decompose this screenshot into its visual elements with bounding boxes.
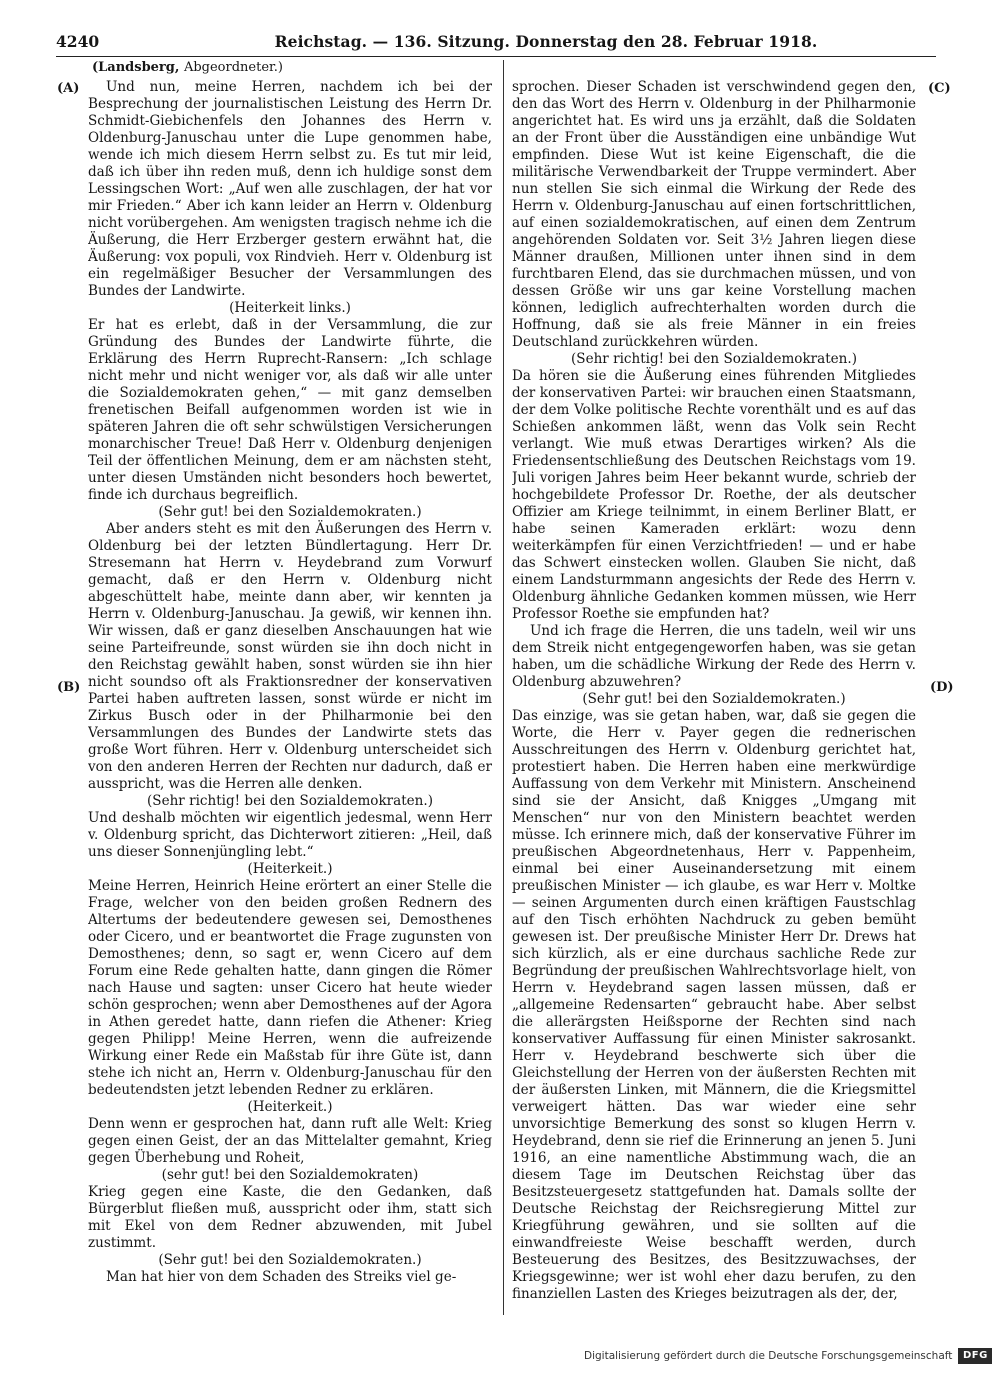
footer-credit: [584, 1345, 992, 1367]
left-paragraph: Und deshalb möchten wir eigentlich jedesmal, wenn Herr v. Oldenburg spricht, das Dichterwort zitieren: „Heil, daß uns dieser Sonnenjüngling lebt.“: [88, 810, 492, 860]
margin-marker-c: (C): [928, 81, 951, 96]
left-interjection: (Heiterkeit.): [247, 861, 333, 877]
speaker-line: [92, 60, 283, 75]
margin-marker-b: (B): [57, 680, 81, 695]
page-header: [56, 30, 936, 57]
text-column-right: [512, 79, 916, 1311]
right-interjection: (Sehr richtig! bei den Sozialdemokraten.): [571, 351, 857, 367]
left-interjection: (Sehr richtig! bei den Sozialdemokraten.): [147, 793, 433, 809]
margin-marker-a: (A): [57, 81, 80, 96]
footer-text: Digitalisierung gefördert durch die Deutsche Forschungsgemeinschaft: [584, 1350, 953, 1362]
left-interjection: (Sehr gut! bei den Sozialdemokraten.): [158, 504, 422, 520]
left-interjection: (Heiterkeit links.): [229, 300, 351, 316]
left-paragraph: Man hat hier von dem Schaden des Streiks viel ge-: [106, 1269, 457, 1285]
left-paragraph: Krieg gegen eine Kaste, die den Gedanken, daß Bürgerblut fließen muß, ausspricht oder ihm, statt sich mit Ekel von dem Redner abzuwenden, mit Jubel zustimmt.: [88, 1184, 492, 1251]
left-interjection: (Heiterkeit.): [247, 1099, 333, 1115]
dfg-logo-icon: DFG: [958, 1348, 992, 1364]
text-column-left: [88, 79, 492, 1311]
page-number: 4240: [56, 32, 100, 51]
right-interjection: (Sehr gut! bei den Sozialdemokraten.): [582, 691, 846, 707]
left-paragraph: Aber anders steht es mit den Äußerungen des Herrn v. Oldenburg bei der letzten Bündlertagung. Herr Dr. Stresemann hat Herrn v. Heydebrand zum Vorwurf gemacht, daß er den Herrn v. Oldenburg nicht abgeschüttelt habe, meinte dann aber, wir kennten ja Herrn v. Oldenburg-Januschau. Ja gewiß, wir kennen ihn. Wir wissen, daß er ganz dieselben Anschauungen hat wie seine Parteifreunde, sonst würden sie ihn doch nicht in den Reichstag gewählt haben, sonst würden sie ihn hier nicht soundso oft als Fraktionsredner der konservativen Partei haben auftreten lassen, sonst würde er nicht im Zirkus Busch oder in der Philharmonie bei den Versammlungen des Bundes der Landwirte stets das große Wort führen. Herr v. Oldenburg unterscheidet sich von den anderen Herren der Rechten nur dadurch, daß er ausspricht, was die Herren alle denken.: [88, 521, 492, 792]
speaker-role: Abgeordneter.): [183, 60, 283, 75]
right-paragraph: Und ich frage die Herren, die uns tadeln, weil wir uns dem Streik nicht entgegengeworfen haben, was sie getan haben, um die schädliche Wirkung der Rede des Herrn v. Oldenburg abzuwehren?: [512, 623, 916, 690]
right-paragraph: Da hören sie die Äußerung eines führenden Mitgliedes der konservativen Partei: wir brauchen einen Staatsmann, der dem Volke politische Rechte vorenthält und es auf das Schießen ankommen läßt, wenn das Volk sein Recht verlangt. Wie muß etwas Derartiges wirken? Als die Friedensentschließung des Deutschen Reichstags vom 19. Juli vorigen Jahres beim Heer bekannt wurde, schrieb der hochgebildete Professor Dr. Roethe, der als deutscher Offizier am Kriege teilnimmt, in einem Berliner Blatt, er habe seinen Kameraden erklärt: wozu denn weiterkämpfen für einen Verzichtfrieden! — und er habe das Schwert einstecken wollen. Glauben Sie nicht, daß einem Landsturmmann angesichts der Rede des Herrn v. Oldenburg ähnliche Gedanken kommen müssen, wie Herr Professor Roethe sie empfunden hat?: [512, 368, 916, 622]
left-interjection: (Sehr gut! bei den Sozialdemokraten.): [158, 1252, 422, 1268]
page-title: Reichstag. — 136. Sitzung. Donnerstag den 28. Februar 1918.: [274, 32, 818, 51]
left-paragraph: Er hat es erlebt, daß in der Versammlung, die zur Gründung des Bundes der Landwirte führte, die Erklärung des Herrn Ruprecht-Ransern: „Ich schlage nicht mehr und nicht weniger vor, als daß wir alle unter die Sozialdemokraten gehen,“ — mit ganz demselben frenetischen Beifall aufgenommen worden ist wie in späteren Jahren die oft sehr schwülstigen Versicherungen monarchischer Treue! Daß Herr v. Oldenburg denjenigen Teil der öffentlichen Meinung, dem er am nächsten steht, unter diesen Umständen nicht besonders hoch bewertet, finde ich durchaus begreiflich.: [88, 317, 492, 503]
left-interjection: (sehr gut! bei den Sozialdemokraten): [161, 1167, 419, 1183]
column-divider: [503, 60, 504, 1315]
left-paragraph: Denn wenn er gesprochen hat, dann ruft alle Welt: Krieg gegen einen Geist, der an das Mittelalter gemahnt, Krieg gegen Überhebung und Roheit,: [88, 1116, 492, 1166]
left-paragraph: Und nun, meine Herren, nachdem ich bei der Besprechung der journalistischen Leistung des Herrn Dr. Schmidt-Giebichenfels den Johannes des Herrn v. Oldenburg-Januschau unter die Lupe genommen habe, wende ich mich diesem Herrn selbst zu. Es tut mir leid, daß ich über ihn reden muß, denn ich huldige sonst dem Lessingschen Wort: „Auf wen alle zuschlagen, der hat vor mir Frieden.“ Aber ich kann leider an Herrn v. Oldenburg nicht vorübergehen. Am wenigsten tragisch nehme ich die Äußerung, die Herr Erzberger gestern erwähnt hat, die Äußerung: vox populi, vox Rindvieh. Herr v. Oldenburg ist ein regelmäßiger Besucher der Versammlungen des Bundes der Landwirte.: [88, 79, 492, 299]
margin-marker-d: (D): [930, 680, 954, 695]
left-paragraph: Meine Herren, Heinrich Heine erörtert an einer Stelle die Frage, welcher von den beiden großen Rednern des Altertums der bedeutendere gewesen sei, Demosthenes oder Cicero, und er beantwortet die Frage zugunsten von Demosthenes; denn, so sagt er, wenn Cicero auf dem Forum eine Rede gehalten hatte, dann gingen die Römer nach Hause und sagten: unser Cicero hat heute wieder schön gesprochen; wenn aber Demosthenes auf der Agora in Athen geredet hatte, dann riefen die Athener: Krieg gegen Philipp! Meine Herren, wenn die aufreizende Wirkung einer Rede ein Maßstab für ihre Güte ist, dann stehe ich nicht an, Herrn v. Oldenburg-Januschau für den bedeutendsten jetzt lebenden Redner zu erklären.: [88, 878, 492, 1098]
speaker-name: (Landsberg,: [92, 60, 180, 75]
right-paragraph: sprochen. Dieser Schaden ist verschwindend gegen den, den das Wort des Herrn v. Oldenburg in der Philharmonie angerichtet hat. Es wird uns ja erzählt, daß die Soldaten an der Front über die Ausständigen eine unbändige Wut empfinden. Diese Wut ist keine Eigenschaft, die die militärische Verwendbarkeit der Truppe vermindert. Aber nun stellen Sie sich einmal die Wirkung der Rede des Herrn v. Oldenburg-Januschau auf einen fortschrittlichen, auf einen sozialdemokratischen, auf einen dem Zentrum angehörenden Soldaten vor. Seit 3½ Jahren liegen diese Männer draußen, Millionen unter ihnen sind in dem furchtbaren Elend, das sie durchmachen müssen, und von dessen Größe wir uns gar keine Vorstellung machen können, lediglich aufrechterhalten worden durch die Hoffnung, daß sie als freie Männer in ein freies Deutschland zurückkehren würden.: [512, 79, 916, 350]
right-paragraph: Das einzige, was sie getan haben, war, daß sie gegen die Worte, die Herr v. Payer gegen die rednerischen Ausschreitungen des Herrn v. Oldenburg gerichtet hat, protestiert haben. Die Herren haben eine merkwürdige Auffassung von dem Verkehr mit Ministern. Anscheinend sind sie der Ansicht, daß Knigges „Umgang mit Menschen“ nur von den Ministern beachtet werden müsse. Ich erinnere mich, daß der konservative Führer im preußischen Abgeordnetenhaus, Herr v. Pappenheim, einmal bei einer Auseinandersetzung mit einem preußischen Minister — ich glaube, es war Herr v. Moltke — seinen Argumenten durch einen kräftigen Faustschlag auf den Tisch erhöhten Nachdruck zu geben bemüht gewesen ist. Der preußische Minister Herr Dr. Drews hat sich kürzlich, als er eine durchaus sachliche Rede zur Begründung der preußischen Wahlrechtsvorlage hielt, von Herrn v. Heydebrand sagen lassen müssen, daß er „allgemeine Redensarten“ gebraucht habe. Aber selbst die allerärgsten Heißsporne der Rechten sind nach konservativer Auffassung für einen Minister sakrosankt. Herr v. Heydebrand beschwerte sich über die Gleichstellung der Herren von der äußersten Rechten mit der äußersten Linken, mit Männern, die die Kriegsmittel verweigert hätten. Das war wieder eine sehr unvorsichtige Bemerkung des sonst so klugen Herrn v. Heydebrand, denn sie rief die Erinnerung an jenen 5. Juni 1916, an eine namentliche Abstimmung wach, die an diesem Tage im Deutschen Reichstag über das Besitzsteuergesetz stattgefunden hat. Damals sollte der Deutsche Reichstag der Reichsregierung Mittel zur Kriegführung gewähren, und sie sollten auf die einwandfreieste Weise beschafft werden, durch Besteuerung des Besitzes, des Besitzzuwachses, der Kriegsgewinne; wer ist wohl eher dazu berufen, zu den finanziellen Lasten des Krieges beizutragen als der, der,: [512, 708, 916, 1302]
